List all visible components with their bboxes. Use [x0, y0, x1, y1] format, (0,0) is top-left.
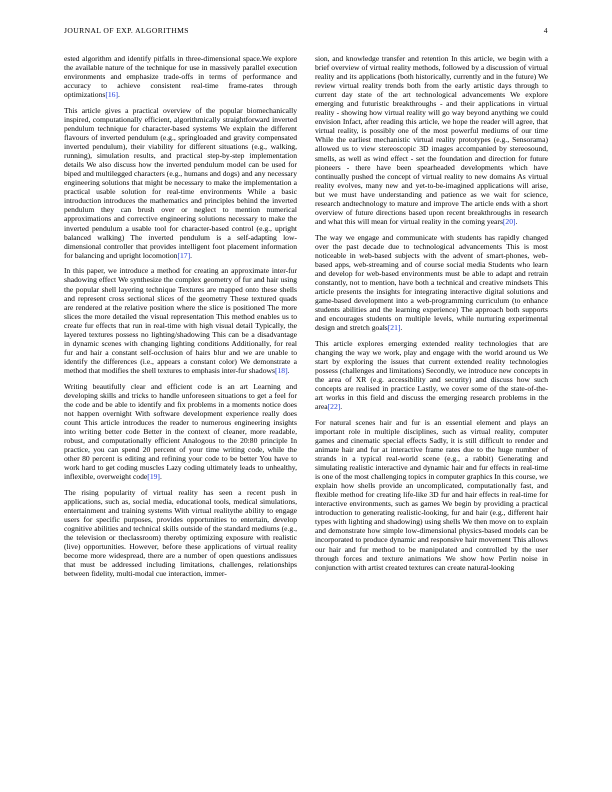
page-number: 4 — [543, 26, 548, 35]
paragraph: sion, and knowledge transfer and retention In this article, we begin with a brief overview of virtual reality methods, followed by a discussion of virtual reality and its applications (both historically, currently and in the future) We review virtual reality trends both from the early artistic days through to current day state of the art technological advancements We explore emerging and futuristic breakthroughs - and their applications in virtual reality - showing how virtual reality will go way beyond anything we could envision Infact, after reading this article, we hope the reader will agree, that virtual reality, is possibly one of the most powerful mediums of our time While the earliest mechanistic virtual reality prototypes (e.g., Sensorama) allowed us to view stereoscopic 3D images accompanied by stereosound, smells, as well as wind effect - set the foundation and direction for future pioneers - there have been spearheaded developments which have continually pushed the concept of virtual reality to new domains As virtual reality evolves, many new and yet-to-be-imagined applications will arise, but we must have understanding and patience as we wait for science, research andtechnology to mature and improve The article ends with a short overview of future directions based upon recent breakthroughs in research and what this will mean for virtual reality in the coming years[20]. — [315, 54, 548, 226]
left-column — [64, 54, 297, 585]
running-header — [64, 26, 548, 38]
paragraph: ested algorithm and identify pitfalls in three-dimensional space.We explore the available nature of the technique for use in massively parallel execution environments and emphasize trade-offs in terms of performance and accuracy to achieve consistent real-time frame-rates through optimizations[16]. — [64, 54, 297, 100]
paragraph: This article explores emerging extended reality technologies that are changing the way we work, play and engage with the world around us We start by exploring the issues that current extended reality technologies possess (challenges and limitations) Secondly, we introduce new concepts in the area of XR (e.g. accessibility and security) and discuss how such concepts are realised in practice Lastly, we cover some of the state-of-the-art works in this field and discuss the emerging research problems in the area[22]. — [315, 338, 548, 412]
citation-link[interactable]: [18] — [274, 365, 288, 375]
right-column — [315, 54, 548, 578]
paragraph: The rising popularity of virtual reality has seen a recent push in applications, such as, social media, educational tools, medical simulations, entertainment and training systems With virtual realitythe ability to engage users for specific purposes, provides opportunities to entertain, develop cognitive abilities and technical skills outside of the standard mediums (e.g., the television or theclassroom) thereby optimizing exposure with realistic (live) opportunities. However, before these applications of virtual reality become more widespread, there are a number of open questions andissues that must be addressed including limitations, challenges, relationships between fidelity, multi-modal cue interaction, immer- — [64, 487, 297, 579]
citation-link[interactable]: [22] — [327, 402, 341, 412]
paragraph: The way we engage and communicate with students has rapidly changed over the past decade due to technological advancements This is most noticeable in web-based subjects with the advent of smart-phones, web-based apps, web-streaming and of course social media Students who learn and develop for web-based environments must be able to adapt and retrain constantly, not to mention, have both a technical and creative mindsets This article presents the insights for integrating interactive digital solutions and game-based development into a web-programming curriculum (to enhance students abilities and the learning experience) The approach both supports and encourages students on multiple levels, while nurturing experimental design and stretch goals[21]. — [315, 232, 548, 333]
citation-link[interactable]: [16] — [105, 90, 118, 100]
citation-link[interactable]: [17] — [177, 250, 191, 260]
paragraph: This article gives a practical overview of the popular biomechanically inspired, computationally efficient, algorithmically straightforward inverted pendulum technique for character-based systems We explain the different flavours of inverted pendulum (e.g., springloaded and gravity compensated inverted pendulum), their viability for different situations (e.g., walking, running), simulation results, and practical step-by-step implementation details We also discuss how the inverted pendulum model can be used for biped and multilegged characters (e.g., humans and dogs) and any necessary engineering solutions that might be necessary to make the implementation a practical usable solution for real-time environments While a basic introduction introduces the mathematics and principles behind the inverted pendulum they can brush over or neglect to mention numerical approximations and corrective engineering solutions necessary to make the inverted pendulum a usable tool for character-based control (e.g., upright balanced walking) The inverted pendulum is a self-adapting low-dimensional controller that provides intelligent foot placement information for balancing and upright locomotion[17]. — [64, 105, 297, 260]
journal-title: JOURNAL OF EXP. ALGORITHMS — [64, 26, 189, 35]
paragraph: In this paper, we introduce a method for creating an approximate inter-fur shadowing effect We synthesize the complex geometry of fur and hair using the popular shell layering technique Textures are mapped onto these shells and represent cross sectional slices of the geometry These textured quads are rendered at the relative position where the slice is positioned The more slices the more detailed the visual representation This method enables us to create fur effects that run in real-time with high visual detail Typically, the layered textures possess no lighting/shadowing This can be a disadvantage in dynamic scenes with changing lighting conditions Additionally, for real fur and hair a constant self-occlusion of hairs blur and we are unable to identify the differences (i.e., appears a constant color) We demonstrate a method that modifies the shell textures to emphasis inter-fur shadows[18]. — [64, 266, 297, 375]
paragraph: Writing beautifully clear and efficient code is an art Learning and developing skills and tricks to handle unforeseen situations to get a feel for the code and be able to identify and fix problems in a moments notice does not happen overnight With software development experience really does count This article introduces the reader to numerous engineering insights into writing better code Better in the context of cleaner, more readable, robust, and computationally efficient Analogous to the 20:80 principle In practice, you can spend 20 percent of your time writing code, while the other 80 percent is editing and refining your code to be better You have to work hard to get coding muscles Lazy coding ultimately leads to unhealthy, inflexible, overweight code[19]. — [64, 381, 297, 482]
citation-link[interactable]: [20] — [502, 216, 516, 226]
citation-link[interactable]: [21] — [387, 323, 401, 333]
paragraph: For natural scenes hair and fur is an essential element and plays an important role in multiple disciplines, such as virtual reality, computer games and cinematic special effects Sadly, it is still difficult to render and animate hair and fur at interactive frame rates due to the huge number of strands in a typical real-world scene (e.g., a rabbit) Generating and simulating realistic interactive and dynamic hair and fur effects in real-time is one of the most challenging topics in computer graphics In this course, we explain how shells provide an uncomplicated, computationally fast, and flexible method for creating life-like 3D fur and hair effects in real-time for interactive environments, such as games We begin by providing a practical introduction to generating realistic-looking, fur and hair (e.g., different hair types with lighting and shadowing) using shells We then move on to explain and demonstrate how simple low-dimensional physics-based models can be incorporated to produce dynamic and responsive hair movement This allows our hair and fur method to be manipulated and controlled by the user through forces and texture animations We show how Perlin noise in conjunction with artist created textures can create natural-looking — [315, 417, 548, 572]
citation-link[interactable]: [19] — [147, 472, 160, 482]
